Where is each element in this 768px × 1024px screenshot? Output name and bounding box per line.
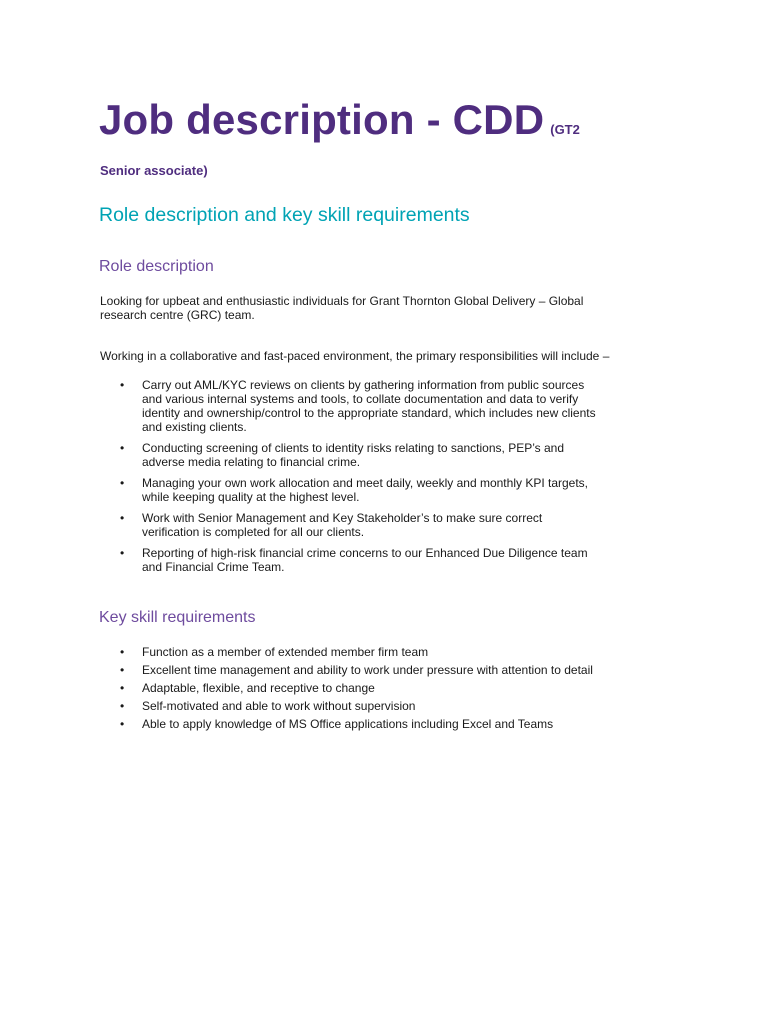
list-item — [100, 681, 642, 695]
list-item-text: Managing your own work allocation and meet daily, weekly and monthly KPI targets, while keeping quality at the highest level. — [142, 476, 589, 504]
key-skills-heading: Key skill requirements — [99, 609, 256, 626]
list-item — [100, 476, 602, 504]
list-item — [100, 511, 602, 539]
title-subtitle: Senior associate) — [100, 163, 208, 178]
skills-list — [100, 645, 620, 735]
document-title — [99, 96, 580, 144]
bullet-icon: • — [120, 378, 125, 392]
list-item-text: Function as a member of extended member firm team — [142, 645, 429, 659]
list-item — [100, 546, 602, 574]
section-heading: Role description and key skill requirements — [99, 204, 470, 226]
list-item-text: Self-motivated and able to work without supervision — [142, 699, 416, 713]
title-text: Job description - CDD — [99, 96, 545, 143]
list-item — [100, 441, 602, 469]
list-item-text: Able to apply knowledge of MS Office applications including Excel and Teams — [142, 717, 554, 731]
list-item-text: Carry out AML/KYC reviews on clients by gathering information from public sources and various internal systems and tools, to collate documentation and data to verify identity and ownership/control to the appropriate standard, which includes new clients and existing clients. — [142, 378, 596, 434]
list-item — [100, 378, 602, 434]
list-item-text: Reporting of high-risk financial crime concerns to our Enhanced Due Diligence team and Financial Crime Team. — [142, 546, 588, 574]
bullet-icon: • — [120, 546, 125, 560]
bullet-icon: • — [120, 476, 125, 490]
title-suffix: (GT2 — [550, 122, 580, 137]
list-item-text: Excellent time management and ability to work under pressure with attention to detail — [142, 663, 593, 677]
responsibilities-list — [100, 378, 620, 581]
list-item-text: Work with Senior Management and Key Stakeholder’s to make sure correct verification is completed for all our clients. — [142, 511, 543, 539]
list-item — [100, 645, 642, 659]
bullet-icon: • — [120, 441, 125, 455]
bullet-icon: • — [120, 511, 125, 525]
bullet-icon: • — [120, 699, 125, 713]
list-item — [100, 717, 642, 731]
list-item-text: Adaptable, flexible, and receptive to change — [142, 681, 375, 695]
intro-paragraph: Looking for upbeat and enthusiastic individuals for Grant Thornton Global Delivery – Global research centre (GRC) team. — [100, 294, 584, 322]
lead-in-paragraph: Working in a collaborative and fast-paced environment, the primary responsibilities will include – — [100, 349, 610, 363]
bullet-icon: • — [120, 681, 125, 695]
list-item-text: Conducting screening of clients to identity risks relating to sanctions, PEP’s and adverse media relating to financial crime. — [142, 441, 565, 469]
list-item — [100, 663, 642, 677]
role-description-heading: Role description — [99, 258, 214, 275]
list-item — [100, 699, 642, 713]
bullet-icon: • — [120, 717, 125, 731]
bullet-icon: • — [120, 645, 125, 659]
bullet-icon: • — [120, 663, 125, 677]
